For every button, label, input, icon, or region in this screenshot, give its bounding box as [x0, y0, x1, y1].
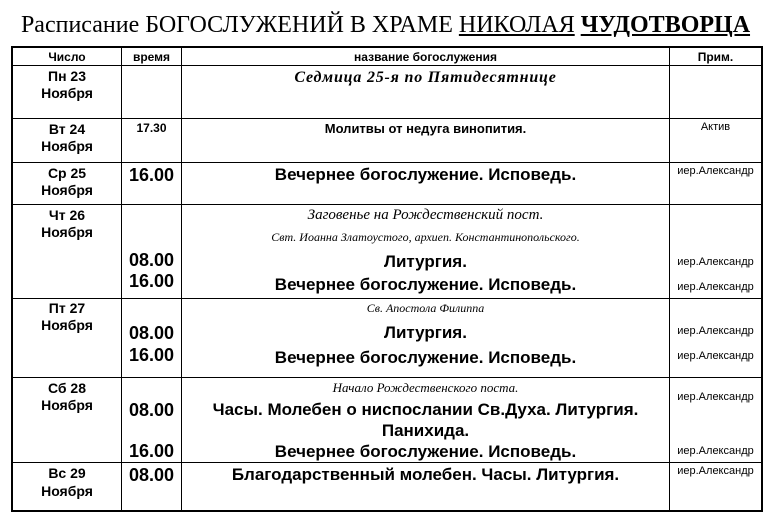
service-name: Молитвы от недуга винопития. — [324, 121, 527, 136]
service-time: 17.30 — [136, 121, 167, 135]
row-month: Ноября — [41, 182, 93, 198]
service-name: Литургия. — [384, 323, 467, 342]
row-divider — [11, 65, 763, 66]
row-month: Ноября — [41, 397, 93, 413]
row-day: Пт 27 — [48, 300, 86, 316]
service-note: иер.Александр — [677, 465, 754, 477]
feast-title: Заговенье на Рождественский пост. — [307, 207, 544, 223]
row-day: Вс 29 — [48, 465, 86, 481]
header-time: время — [132, 50, 171, 64]
row-divider — [11, 298, 763, 299]
service-name: Часы. Молебен о ниспослании Св.Духа. Литургия. — [212, 400, 639, 419]
title-church-name: НИКОЛАЯ — [458, 12, 575, 38]
service-name: Вечернее богослужение. Исповедь. — [274, 348, 577, 367]
week-title: Седмица 25-я по Пятидесятнице — [294, 69, 557, 86]
service-time: 08.00 — [128, 250, 175, 270]
service-note: иер.Александр — [677, 445, 754, 457]
header-note: Прим. — [697, 50, 734, 64]
service-note: иер.Александр — [677, 281, 754, 293]
row-day: Вт 24 — [48, 121, 86, 137]
service-note: иер.Александр — [677, 256, 754, 268]
row-month: Ноября — [41, 138, 93, 154]
service-time: 08.00 — [128, 465, 175, 485]
row-divider — [11, 377, 763, 378]
row-month: Ноября — [41, 483, 93, 499]
row-day: Чт 26 — [48, 207, 86, 223]
row-day: Сб 28 — [47, 380, 87, 396]
feast-title: Начало Рождественского поста. — [332, 380, 519, 395]
service-note: иер.Александр — [677, 391, 754, 403]
row-divider — [11, 118, 763, 119]
service-name: Панихида. — [381, 421, 470, 440]
service-note: иер.Александр — [677, 325, 754, 337]
service-time: 16.00 — [128, 165, 175, 185]
service-note: иер.Александр — [677, 165, 754, 177]
row-divider — [11, 162, 763, 163]
row-month: Ноября — [41, 85, 93, 101]
row-divider — [11, 204, 763, 205]
row-day: Пн 23 — [48, 68, 86, 84]
service-time: 16.00 — [128, 345, 175, 365]
service-time: 08.00 — [128, 400, 175, 420]
column-divider — [669, 46, 670, 512]
page-title — [0, 10, 771, 40]
service-time: 16.00 — [128, 271, 175, 291]
service-time: 16.00 — [128, 441, 175, 461]
saint-commemoration: Св. Апостола Филиппа — [366, 301, 485, 315]
row-day: Ср 25 — [47, 165, 87, 181]
service-name: Вечернее богослужение. Исповедь. — [274, 442, 577, 461]
service-name: Вечернее богослужение. Исповедь. — [274, 165, 577, 184]
row-month: Ноября — [41, 224, 93, 240]
title-church-name-bold: ЧУДОТВОРЦА — [580, 12, 751, 38]
service-note: Актив — [700, 121, 731, 133]
service-note: иер.Александр — [677, 350, 754, 362]
service-time: 08.00 — [128, 323, 175, 343]
title-text: Расписание БОГОСЛУЖЕНИЙ В ХРАМЕ — [20, 12, 459, 38]
service-name: Литургия. — [384, 252, 467, 271]
service-name: Вечернее богослужение. Исповедь. — [274, 275, 577, 294]
row-month: Ноября — [41, 317, 93, 333]
header-date: Число — [48, 50, 86, 64]
service-name: Благодарственный молебен. Часы. Литургия. — [231, 465, 620, 484]
saint-commemoration: Свт. Иоанна Златоустого, архиеп. Константинопольского. — [271, 230, 580, 244]
header-service: название богослужения — [354, 50, 497, 64]
